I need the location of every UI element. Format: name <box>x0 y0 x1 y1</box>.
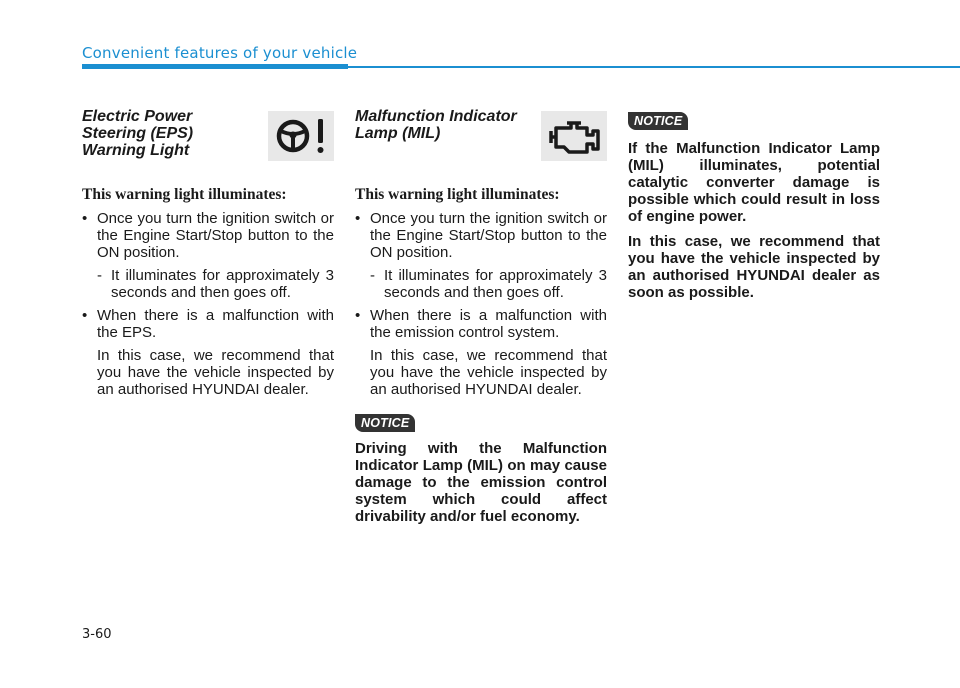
list-item: • When there is a malfunction with the emission control system. <box>355 307 607 341</box>
list-item: • When there is a malfunction with the EPS. <box>82 307 334 341</box>
sub-list-item: - It illuminates for approximately 3 seconds and then goes off. <box>370 267 607 301</box>
eps-section <box>82 108 334 404</box>
notice-text: Driving with the Malfunction Indicator Lamp (MIL) on may cause damage to the emission control system which could affect drivability and/or fuel economy. <box>355 440 607 525</box>
notice-badge: NOTICE <box>355 414 415 432</box>
mil-title: Malfunction Indicator Lamp (MIL) <box>355 108 517 142</box>
notice-text: In this case, we recommend that you have the vehicle inspected by an authorised HYUNDAI dealer as soon as possible. <box>628 233 880 301</box>
header-rule-thick <box>82 64 348 69</box>
section-title: Convenient features of your vehicle <box>82 44 358 62</box>
eps-title-row <box>82 108 334 170</box>
list-item: • Once you turn the ignition switch or the Engine Start/Stop button to the ON position. <box>82 210 334 261</box>
header-rule-thin <box>348 66 960 68</box>
mil-recommendation: In this case, we recommend that you have the vehicle inspected by an authorised HYUNDAI dealer. <box>370 347 607 398</box>
list-item: • Once you turn the ignition switch or the Engine Start/Stop button to the ON position. <box>355 210 607 261</box>
eps-title: Electric Power Steering (EPS) Warning Light <box>82 108 194 159</box>
page-number: 3-60 <box>82 627 112 642</box>
mil-title-row <box>355 108 607 170</box>
notice-badge: NOTICE <box>628 112 688 130</box>
mil-section <box>355 108 607 531</box>
mil-notice <box>355 414 607 525</box>
mil-lead: This warning light illuminates: <box>355 186 560 203</box>
notice-text: If the Malfunction Indicator Lamp (MIL) illuminates, potential catalytic converter damage is possible which could result in loss of engine power. <box>628 140 880 225</box>
eps-lead: This warning light illuminates: <box>82 186 287 203</box>
engine-check-icon <box>541 111 607 161</box>
notice-section <box>628 108 880 307</box>
eps-recommendation: In this case, we recommend that you have the vehicle inspected by an authorised HYUNDAI dealer. <box>97 347 334 398</box>
steering-wheel-warning-icon <box>268 111 334 161</box>
sub-list-item: - It illuminates for approximately 3 seconds and then goes off. <box>97 267 334 301</box>
